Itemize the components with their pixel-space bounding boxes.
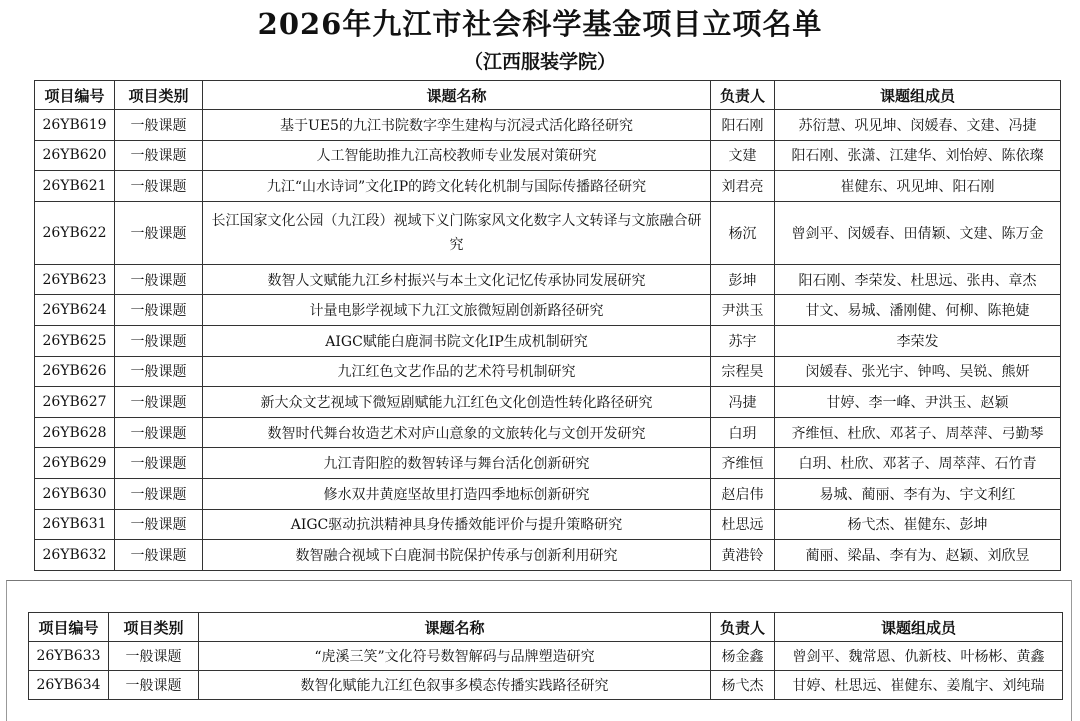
header-id: 项目编号 xyxy=(35,81,115,110)
project-leader: 苏宇 xyxy=(711,325,775,356)
project-category: 一般课题 xyxy=(115,325,203,356)
table-row xyxy=(35,356,1061,387)
table-row xyxy=(35,448,1061,479)
project-category: 一般课题 xyxy=(115,201,203,264)
project-leader: 杨金鑫 xyxy=(711,642,775,671)
project-leader: 刘君亮 xyxy=(711,171,775,202)
project-id: 26YB625 xyxy=(35,325,115,356)
project-id: 26YB626 xyxy=(35,356,115,387)
project-id: 26YB621 xyxy=(35,171,115,202)
table-row xyxy=(35,540,1061,571)
header-members: 课题组成员 xyxy=(775,81,1061,110)
project-members: 曾剑平、闵媛春、田倩颖、文建、陈万金 xyxy=(775,201,1061,264)
project-members: 崔健东、巩见坤、阳石刚 xyxy=(775,171,1061,202)
project-leader: 文建 xyxy=(711,140,775,171)
project-leader: 杨沉 xyxy=(711,201,775,264)
project-members: 蔺丽、梁晶、李有为、赵颖、刘欣昱 xyxy=(775,540,1061,571)
project-topic: AIGC驱动抗洪精神具身传播效能评价与提升策略研究 xyxy=(203,509,711,540)
project-category: 一般课题 xyxy=(115,478,203,509)
project-topic: 九江青阳腔的数智转译与舞台活化创新研究 xyxy=(203,448,711,479)
project-members: 白玥、杜欣、邓茗子、周萃萍、石竹青 xyxy=(775,448,1061,479)
project-leader: 尹洪玉 xyxy=(711,295,775,326)
header-category: 项目类别 xyxy=(109,613,199,642)
project-id: 26YB622 xyxy=(35,201,115,264)
project-category: 一般课题 xyxy=(115,140,203,171)
project-members: 曾剑平、魏常恩、仇新枝、叶杨彬、黄鑫 xyxy=(775,642,1063,671)
project-topic: 计量电影学视域下九江文旅微短剧创新路径研究 xyxy=(203,295,711,326)
project-members: 阳石刚、李荣发、杜思远、张冉、章杰 xyxy=(775,264,1061,295)
project-id: 26YB630 xyxy=(35,478,115,509)
table-row xyxy=(29,642,1063,671)
header-topic: 课题名称 xyxy=(199,613,711,642)
project-members: 杨弋杰、崔健东、彭坤 xyxy=(775,509,1061,540)
project-category: 一般课题 xyxy=(115,448,203,479)
table-row xyxy=(29,671,1063,700)
project-topic: AIGC赋能白鹿洞书院文化IP生成机制研究 xyxy=(203,325,711,356)
project-topic: 修水双井黄庭坚故里打造四季地标创新研究 xyxy=(203,478,711,509)
project-topic: 数智融合视域下白鹿洞书院保护传承与创新利用研究 xyxy=(203,540,711,571)
project-leader: 阳石刚 xyxy=(711,110,775,141)
project-topic: 数智化赋能九江红色叙事多模态传播实践路径研究 xyxy=(199,671,711,700)
header-id: 项目编号 xyxy=(29,613,109,642)
project-leader: 白玥 xyxy=(711,417,775,448)
table-row xyxy=(35,509,1061,540)
project-category: 一般课题 xyxy=(115,264,203,295)
project-category: 一般课题 xyxy=(115,540,203,571)
table-row xyxy=(35,264,1061,295)
project-category: 一般课题 xyxy=(115,356,203,387)
project-category: 一般课题 xyxy=(115,295,203,326)
project-id: 26YB627 xyxy=(35,387,115,418)
project-id: 26YB634 xyxy=(29,671,109,700)
project-topic: 基于UE5的九江书院数字孪生建构与沉浸式活化路径研究 xyxy=(203,110,711,141)
project-leader: 彭坤 xyxy=(711,264,775,295)
project-id: 26YB633 xyxy=(29,642,109,671)
project-members: 齐维恒、杜欣、邓茗子、周萃萍、弓勤琴 xyxy=(775,417,1061,448)
project-leader: 宗程昊 xyxy=(711,356,775,387)
project-category: 一般课题 xyxy=(109,671,199,700)
project-category: 一般课题 xyxy=(115,509,203,540)
project-members: 闵媛春、张光宇、钟鸣、吴锐、熊妍 xyxy=(775,356,1061,387)
project-id: 26YB632 xyxy=(35,540,115,571)
table-row xyxy=(35,387,1061,418)
project-id: 26YB619 xyxy=(35,110,115,141)
project-leader: 杨弋杰 xyxy=(711,671,775,700)
project-topic: 长江国家文化公园（九江段）视域下义门陈家风文化数字人文转译与文旅融合研究 xyxy=(203,201,711,264)
project-category: 一般课题 xyxy=(109,642,199,671)
project-table xyxy=(34,80,1061,571)
project-topic: 人工智能助推九江高校教师专业发展对策研究 xyxy=(203,140,711,171)
header-category: 项目类别 xyxy=(115,81,203,110)
project-category: 一般课题 xyxy=(115,110,203,141)
page-subtitle: （江西服装学院） xyxy=(463,51,616,73)
project-leader: 齐维恒 xyxy=(711,448,775,479)
header-topic: 课题名称 xyxy=(203,81,711,110)
project-table-continued xyxy=(28,612,1063,700)
project-members: 阳石刚、张潇、江建华、刘怡婷、陈依璨 xyxy=(775,140,1061,171)
header-members: 课题组成员 xyxy=(775,613,1063,642)
project-leader: 赵启伟 xyxy=(711,478,775,509)
project-topic: “虎溪三笑”文化符号数智解码与品牌塑造研究 xyxy=(199,642,711,671)
project-topic: 新大众文艺视域下微短剧赋能九江红色文化创造性转化路径研究 xyxy=(203,387,711,418)
table-row xyxy=(35,140,1061,171)
table-header-row xyxy=(35,81,1061,110)
project-members: 李荣发 xyxy=(775,325,1061,356)
project-id: 26YB629 xyxy=(35,448,115,479)
table-row xyxy=(35,171,1061,202)
project-topic: 数智人文赋能九江乡村振兴与本土文化记忆传承协同发展研究 xyxy=(203,264,711,295)
header-leader: 负责人 xyxy=(711,81,775,110)
table-row xyxy=(35,478,1061,509)
project-category: 一般课题 xyxy=(115,171,203,202)
project-members: 甘婷、李一峰、尹洪玉、赵颖 xyxy=(775,387,1061,418)
project-members: 甘婷、杜思远、崔健东、姜胤宇、刘纯瑞 xyxy=(775,671,1063,700)
project-topic: 九江红色文艺作品的艺术符号机制研究 xyxy=(203,356,711,387)
header-leader: 负责人 xyxy=(711,613,775,642)
table-row xyxy=(35,110,1061,141)
table-row xyxy=(35,295,1061,326)
table-header-row xyxy=(29,613,1063,642)
page-title: 2026年九江市社会科学基金项目立项名单 xyxy=(257,7,823,41)
project-category: 一般课题 xyxy=(115,387,203,418)
project-topic: 九江“山水诗词”文化IP的跨文化转化机制与国际传播路径研究 xyxy=(203,171,711,202)
project-id: 26YB623 xyxy=(35,264,115,295)
project-members: 甘文、易城、潘刚健、何柳、陈艳婕 xyxy=(775,295,1061,326)
project-id: 26YB628 xyxy=(35,417,115,448)
table-row xyxy=(35,201,1061,264)
project-leader: 黄港铃 xyxy=(711,540,775,571)
project-id: 26YB631 xyxy=(35,509,115,540)
project-members: 易城、蔺丽、李有为、宇文利红 xyxy=(775,478,1061,509)
project-leader: 杜思远 xyxy=(711,509,775,540)
table-row xyxy=(35,417,1061,448)
project-members: 苏衍慧、巩见坤、闵媛春、文建、冯捷 xyxy=(775,110,1061,141)
project-id: 26YB624 xyxy=(35,295,115,326)
project-topic: 数智时代舞台妆造艺术对庐山意象的文旅转化与文创开发研究 xyxy=(203,417,711,448)
project-leader: 冯捷 xyxy=(711,387,775,418)
project-id: 26YB620 xyxy=(35,140,115,171)
project-category: 一般课题 xyxy=(115,417,203,448)
table-row xyxy=(35,325,1061,356)
